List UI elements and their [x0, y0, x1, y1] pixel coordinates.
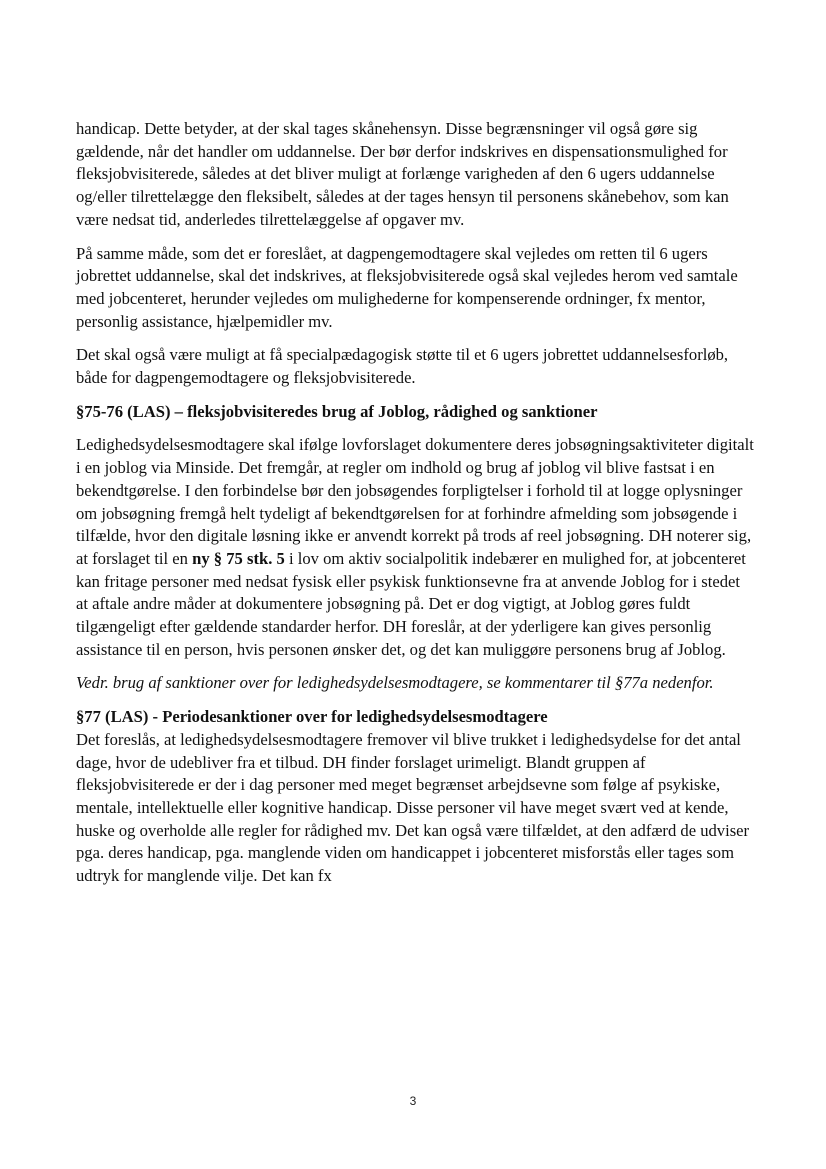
paragraph-guidance: På samme måde, som det er foreslået, at dagpengemodtagere skal vejledes om retten til 6 ugers jobrettet uddannelse, skal det indskrives, at fleksjobvisiterede også skal vejledes herom ved samtale med jobcenteret, herunder vejledes om mulighederne for kompenserende ordninger, fx mentor, personlig assistance, hjælpemidler mv.: [76, 243, 738, 331]
law-reference-bold: ny § 75 stk. 5: [192, 548, 285, 568]
sanctions-note: Vedr. brug af sanktioner over for ledighedsydelsesmodtagere, se kommentarer til §77a nedenfor.: [76, 673, 714, 693]
paragraph-joblog: [76, 434, 754, 661]
joblog-text-part1: Ledighedsydelsesmodtagere skal ifølge lovforslaget dokumentere deres jobsøgningsaktiviteter digitalt i en joblog via Minside. Det fremgår, at regler om indhold og brug af joblog vil blive fastsat i en bekendtgørelse. I den forbindelse bør den jobsøgendes forpligtelser i forhold til at logge oplysninger om jobsøgning fremgå helt tydeligt af bekendtgørelsen for at forhindre afmelding som jobsøgende i tilfælde, hvor den digitale løsning ikke er anvendt korrekt på trods af reel jobsøgning. DH noterer sig, at forslaget til en: [76, 435, 754, 568]
page-body: [76, 118, 754, 899]
section-heading-period-sanctions: §77 (LAS) - Periodesanktioner over for ledighedsydelsesmodtagere: [76, 707, 548, 727]
paragraph-dispensation: handicap. Dette betyder, at der skal tages skånehensyn. Disse begrænsninger vil også gøre sig gældende, når det handler om uddannelse. Der bør derfor indskrives en dispensationsmulighed for fleksjobvisiterede, således at det bliver muligt at forlænge varigheden af den 6 ugers uddannelse og/eller tilrettelægge den fleksibelt, således at der tages hensyn til personens skånebehov, som kan være nedsat tid, anderledes tilrettelæggelse af opgaver mv.: [76, 119, 729, 229]
page-number: 3: [409, 1094, 417, 1108]
joblog-text-part2: i lov om aktiv socialpolitik indebærer en mulighed for, at jobcenteret kan fritage personer med nedsat fysisk eller psykisk funktionsevne fra at anvende Joblog for i stedet at aftale andre måder at dokumentere jobsøgning på. Det er dog vigtigt, at Joblog gøres fuldt tilgængeligt efter gældende standarder herfor. DH foreslår, at der yderligere kan gives personlig assistance til en person, hvis personen ønsker det, og det kan muliggøre personens brug af Joblog.: [76, 548, 746, 659]
section-heading-joblog: §75-76 (LAS) – fleksjobvisiteredes brug af Joblog, rådighed og sanktioner: [76, 401, 598, 421]
paragraph-special-support: Det skal også være muligt at få specialpædagogisk støtte til et 6 ugers jobrettet uddannelsesforløb, både for dagpengemodtagere og fleksjobvisiterede.: [76, 345, 729, 388]
paragraph-period-sanctions: Det foreslås, at ledighedsydelsesmodtagere fremover vil blive trukket i ledighedsydelse for det antal dage, hvor de udebliver fra et tilbud. DH finder forslaget urimeligt. Blandt gruppen af fleksjobvisiterede er der i dag personer med meget begrænset arbejdsevne som følge af psykiske, mentale, intellektuelle eller kognitive handicap. Disse personer vil have meget svært ved at kende, huske og overholde alle regler for rådighed mv. Det kan også være tilfældet, at den adfærd de udviser pga. deres handicap, pga. manglende viden om handicappet i jobcenteret misforstås eller tages som udtryk for manglende vilje. Det kan fx: [76, 729, 750, 886]
